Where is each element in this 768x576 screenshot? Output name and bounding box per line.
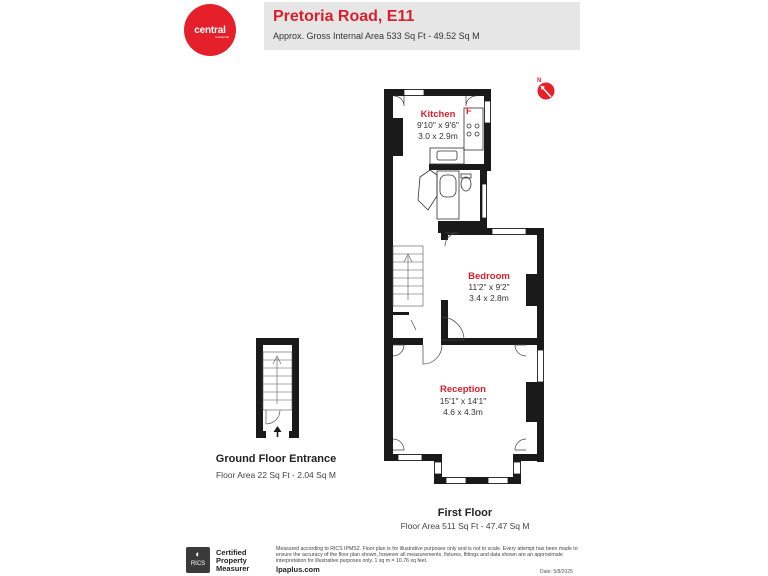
rics-line-3: Measurer <box>216 564 250 573</box>
reception-name: Reception <box>440 384 486 395</box>
bathroom-fittings <box>418 170 471 219</box>
first-floor-plan <box>384 89 544 484</box>
first-floor-name: First Floor <box>437 507 493 519</box>
ground-floor-plan <box>256 338 299 438</box>
rics-certification-text <box>216 549 249 573</box>
bedroom-name: Bedroom <box>468 271 510 282</box>
ground-floor-area: Floor Area 22 Sq Ft - 2.04 Sq M <box>215 470 336 480</box>
rics-line-2: Property <box>216 556 247 565</box>
kitchen-dim-imperial: 9'10" x 9'6" <box>417 120 459 130</box>
compass-label: N <box>537 78 542 84</box>
bedroom-dim-imperial: 11'2" x 9'2" <box>468 282 510 292</box>
property-title: Pretoria Road, E11 <box>273 8 415 25</box>
fridge-label: F <box>466 106 472 116</box>
gross-area-subtitle: Approx. Gross Internal Area 533 Sq Ft - 49.52 Sq M <box>273 31 480 41</box>
ground-floor-stairs <box>263 352 292 424</box>
logo-text: central <box>194 24 226 36</box>
ground-floor-walls <box>256 338 299 438</box>
compass-icon <box>537 78 555 100</box>
reception-dim-imperial: 15'1" x 14'1" <box>439 396 487 406</box>
entrance-arrow-icon <box>274 426 282 437</box>
bedroom-dim-metric: 3.4 x 2.8m <box>469 293 509 303</box>
plan-date: Date: 5/8/2025 <box>540 569 573 575</box>
website-link[interactable]: lpaplus.com <box>276 565 320 574</box>
first-floor-area: Floor Area 511 Sq Ft - 47.47 Sq M <box>400 521 530 531</box>
kitchen-dim-metric: 3.0 x 2.9m <box>418 131 458 141</box>
measurement-disclaimer: Measured according to RICS IPMS2. Floor plan is for illustrative purposes only and is not to scale. Every attempt has been made to ensure the accuracy of the floor plan shown, however all measurements, fixtures, fittings and data shown are an approximate interpretation for illustrative purposes only. 1 sq m = 10.76 sq feet. <box>276 546 578 564</box>
rics-badge <box>186 547 272 573</box>
kitchen-name: Kitchen <box>420 109 456 120</box>
first-floor-stairs <box>393 246 423 306</box>
rics-logo-text: RICS <box>190 561 206 567</box>
reception-dim-metric: 4.6 x 4.3m <box>443 407 483 417</box>
rics-logo-icon: ◐ RICS <box>186 547 210 573</box>
rics-line-1: Certified <box>216 548 247 557</box>
logo-subtext: residential <box>215 35 229 39</box>
ground-floor-name: Ground Floor Entrance <box>215 453 337 465</box>
